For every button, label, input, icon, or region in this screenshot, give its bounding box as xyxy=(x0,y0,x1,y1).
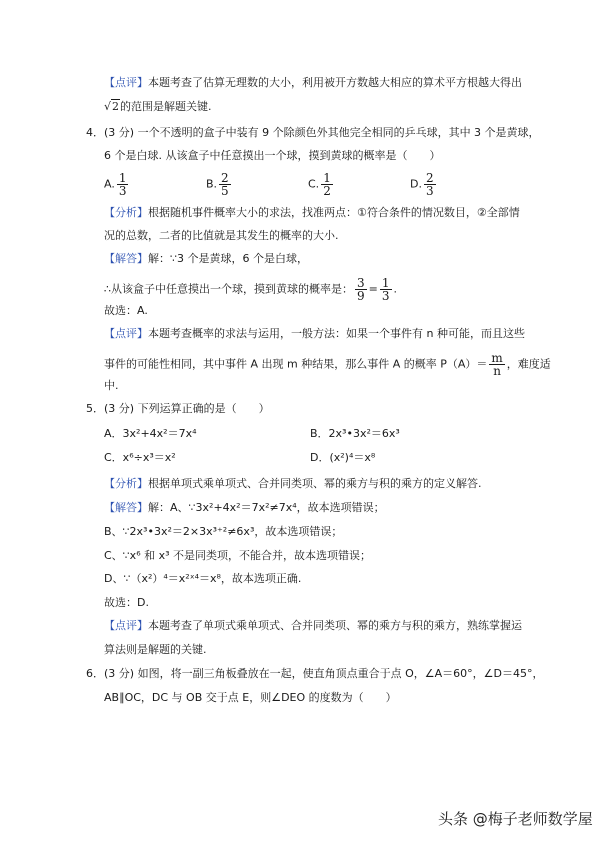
q5-comment-1 xyxy=(104,619,522,633)
q4-stem-1: 4．(3 分) 一个不透明的盒子中装有 9 个除颜色外其他完全相同的乒乓球，其中 3 个是黄球， xyxy=(86,126,540,139)
frac xyxy=(117,172,129,197)
comment-tag: 【点评】 xyxy=(104,619,148,632)
q5-answer-4: D、∵（x²）⁴＝x²ˣ⁴＝x⁸，故本选项正确. xyxy=(104,572,302,585)
text: 的范围是解题关键. xyxy=(120,100,212,113)
q4-comment-3: 中. xyxy=(104,379,119,392)
q4-stem-2: 6 个是白球. 从该盒子中任意摸出一个球，摸到黄球的概率是（ ） xyxy=(104,149,441,162)
q4-option-b xyxy=(206,172,233,197)
den: 3 xyxy=(425,184,434,198)
comment-p1 xyxy=(104,76,522,90)
q5-answer-5: 故选：D. xyxy=(104,596,149,609)
label: B. xyxy=(206,177,218,191)
answer-tag: 【解答】 xyxy=(104,252,148,265)
frac xyxy=(355,277,367,302)
label: C. xyxy=(308,177,320,191)
text: 根据随机事件概率大小的求法，找准两点：①符合条件的情况数目，②全部情 xyxy=(148,206,520,219)
text: 根据单项式乘单项式、合并同类项、幂的乘方与积的乘方的定义解答. xyxy=(148,477,482,490)
comment-tag: 【点评】 xyxy=(104,76,148,89)
frac xyxy=(424,172,436,197)
q4-option-a xyxy=(104,172,130,197)
q4-analysis-2: 况的总数，二者的比值就是其发生的概率的大小. xyxy=(104,229,339,242)
sqrt-2: √2 xyxy=(104,100,120,113)
text: 事件的可能性相同，其中事件 A 出现 m 种结果，那么事件 A 的概率 P（A）＝ xyxy=(104,357,488,371)
q6-stem-1: 6．(3 分) 如图，将一副三角板叠放在一起，使直角顶点重合于点 O，∠A＝60°，∠D＝45°， xyxy=(86,667,544,680)
num: 1 xyxy=(118,171,127,185)
frac xyxy=(219,172,231,197)
text: 解：A、∵3x²+4x²＝7x²≠7x⁴，故本选项错误； xyxy=(148,501,385,514)
answer-tag: 【解答】 xyxy=(104,501,148,514)
q5-stem: 5．(3 分) 下列运算正确的是（ ） xyxy=(86,402,270,415)
text: ，难度适 xyxy=(506,357,551,371)
q4-option-c xyxy=(308,172,335,197)
label: A. xyxy=(104,177,115,191)
text: 本题考查了估算无理数的大小，利用被开方数越大相应的算术平方根越大得出 xyxy=(148,76,522,89)
comment-tag: 【点评】 xyxy=(104,327,148,340)
num: 2 xyxy=(221,171,229,185)
q5-comment-2: 算法则是解题的关键. xyxy=(104,643,207,656)
q5-answer-3: C、∵x⁶ 和 x³ 不是同类项，不能合并，故本选项错误； xyxy=(104,549,372,562)
den: 3 xyxy=(381,289,390,303)
q4-analysis-1 xyxy=(104,206,520,220)
q4-comment-2 xyxy=(104,352,551,377)
num: 3 xyxy=(357,276,365,290)
q4-comment-1 xyxy=(104,327,525,341)
q4-option-d xyxy=(410,172,438,197)
q5-option-c: C．x⁶÷x³＝x² xyxy=(104,451,176,464)
q5-option-b: B．2x³•3x²＝6x³ xyxy=(310,427,400,440)
watermark: 头条 @梅子老师数学屋 xyxy=(438,810,593,828)
q4-answer-1 xyxy=(104,252,308,266)
text: ∴从该盒子中任意摸出一个球，摸到黄球的概率是： xyxy=(104,282,353,296)
q4-answer-2: ∴从该盒子中任意摸出一个球，摸到黄球的概率是： $\frac{3}{9}$ = $\frac{1}{3}$ . xyxy=(104,276,397,303)
frac xyxy=(489,352,504,377)
analysis-tag: 【分析】 xyxy=(104,206,148,219)
num: m xyxy=(491,351,503,365)
frac xyxy=(380,277,392,302)
q5-answer-2: B、∵2x³•3x²＝2×3x³⁺²≠6x³，故本选项错误； xyxy=(104,525,343,538)
text: 本题考查概率的求法与运用，一般方法：如果一个事件有 n 种可能，而且这些 xyxy=(148,327,525,340)
analysis-tag: 【分析】 xyxy=(104,477,148,490)
label: D. xyxy=(410,177,422,191)
num: 2 xyxy=(425,171,434,185)
den: 3 xyxy=(118,184,127,198)
text: 解：∵3 个是黄球，6 个是白球， xyxy=(148,252,308,265)
q6-stem-2: AB∥OC，DC 与 OB 交于点 E，则∠DEO 的度数为（ ） xyxy=(104,691,397,704)
q4-answer-3: 故选：A. xyxy=(104,304,148,317)
num: 1 xyxy=(381,276,390,290)
den: n xyxy=(493,364,501,378)
q5-answer-1 xyxy=(104,501,385,515)
comment-p1-line2 xyxy=(104,100,212,114)
equals: = xyxy=(368,282,378,296)
num: 1 xyxy=(323,171,331,185)
den: 5 xyxy=(221,184,229,198)
den: 2 xyxy=(323,184,331,198)
frac xyxy=(321,172,333,197)
radicand: 2 xyxy=(112,100,120,113)
q5-analysis xyxy=(104,477,482,491)
den: 9 xyxy=(357,289,365,303)
q5-option-a: A．3x²+4x²＝7x⁴ xyxy=(104,427,197,440)
q5-option-d: D．(x²)⁴＝x⁸ xyxy=(310,451,376,464)
text: 本题考查了单项式乘单项式、合并同类项、幂的乘方与积的乘方，熟练掌握运 xyxy=(148,619,522,632)
